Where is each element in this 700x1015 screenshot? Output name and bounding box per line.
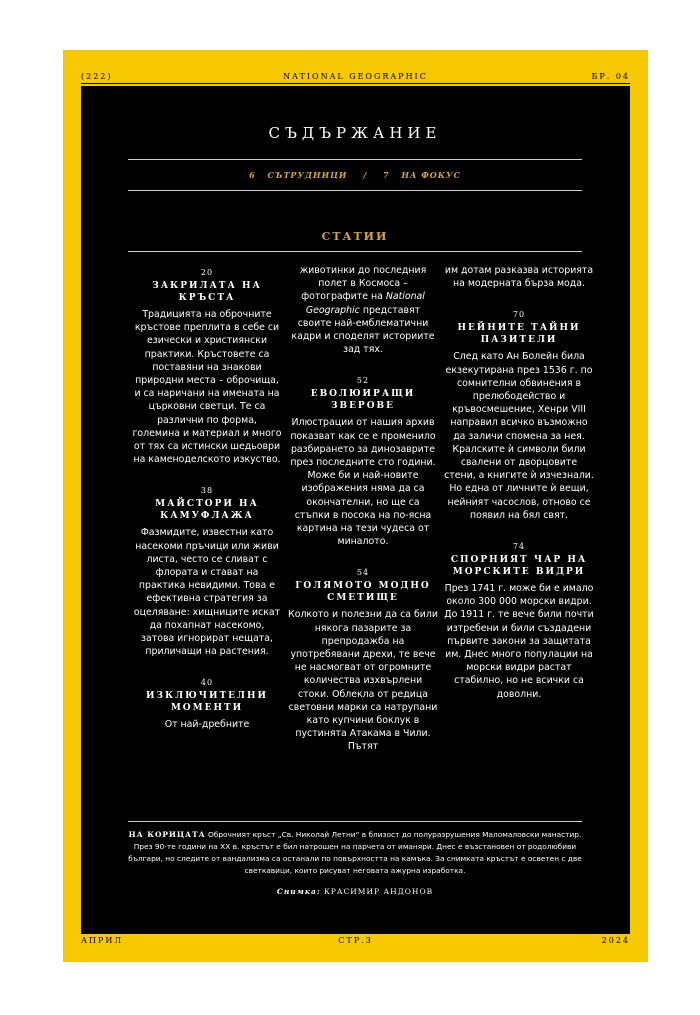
article-entry[interactable]	[444, 542, 594, 701]
article-title: ИЗКЛЮЧИТЕЛНИ МОМЕНТИ	[146, 691, 268, 714]
cover-caption	[128, 829, 582, 877]
footer-year: 2024	[601, 935, 630, 945]
credit-name: КРАСИМИР АНДОНОВ	[323, 887, 434, 896]
issue-number: (222)	[81, 71, 113, 81]
article-page: 38	[200, 486, 214, 496]
header-rule	[81, 83, 630, 84]
footer-page: СТР.3	[338, 935, 373, 945]
title-rule-bottom	[128, 159, 582, 160]
article-summary: През 1741 г. може би е имало около 300 000 морски видри. До 1911 г. те вече били почти изтребени и били създадени първите закони за защитата им. Днес много популации на морски видри растат стабилно, но не всички са доволни.	[444, 583, 594, 700]
article-summary: От най-дребните	[164, 719, 250, 731]
article-title: ГОЛЯМОТО МОДНО СМЕТИЩЕ	[295, 581, 431, 604]
page-title: СЪДЪРЖАНИЕ	[268, 124, 442, 142]
magazine-name: NATIONAL GEOGRAPHIC	[283, 71, 428, 81]
article-title: ЗАКРИЛАТА НА КРЪСТА	[152, 281, 262, 303]
cover-text: Оброчният кръст „Св. Николай Летни“ в близост до полуразрушения Маломаловски манастир. През 90-те години на XX в. кръстът е бил натрошен на парчета от иманяри. Днес е възстановен от родолюбиви българи, но следите от вандализма са останали по повърхността на камъка. За снимката кръстът е осветен с две светкавици, които рисуват неговата ажурна изработка.	[128, 830, 582, 875]
article-summary: След като Ан Болейн била екзекутирана през 1536 г. по сомнителни обвинения в прелюбодейство и кръвосмешение, Хенри VIII направил всичко възможно да заличи спомена за нея. Кралските ѝ символи били свалени от дворцовите стени, а книгите ѝ изчезнали. Но една от личните ѝ вещи, нейният часослов, отново се появил на бял свят.	[444, 351, 594, 521]
footer-bar	[81, 934, 630, 946]
article-entry[interactable]	[288, 376, 438, 548]
article-entry[interactable]	[132, 268, 282, 466]
article-entry[interactable]	[288, 568, 438, 753]
section-heading: СТАТИИ	[321, 230, 389, 243]
article-page: 74	[512, 542, 526, 552]
credit-label: Снимка:	[276, 887, 321, 896]
link-in-focus[interactable]: 7 НА ФОКУС	[382, 170, 461, 180]
article-title: МАЙСТОРИ НА КАМУФЛАЖА	[155, 499, 259, 522]
separator: /	[363, 170, 368, 180]
header-bar	[81, 70, 630, 82]
link-contributors[interactable]: 6 СЪТРУДНИЦИ	[249, 170, 348, 180]
column-1	[132, 264, 282, 732]
article-title: СПОРНИЯТ ЧАР НА МОРСКИТЕ ВИДРИ	[450, 555, 588, 578]
article-summary: Колкото и полезни да са били някога пазарите за препродажба на употребявани дрехи, те вече не насмогват от огромните количества изхвърлени стоки. Облекла от редица световни марки са натрупани като купчини боклук в пустинята Атакама в Чили. Пътят	[288, 609, 438, 753]
article-entry[interactable]	[132, 486, 282, 658]
article-summary-continued: животинки до последния полет в Космоса – фотографите на National Geographic представят своите най-емблематични кадри и споделят историите зад тях.	[291, 265, 435, 356]
article-page: 20	[200, 268, 214, 277]
article-summary: Традицията на оброчните кръстове преплита в себе си езически и християнски практики. Кръстовете са поставяни на знакови природни места – оброчища, и са наричани на имената на църковни светци. Те са различни по форма, големина и материал и много от тях са истински шедьоври на каменоделското изкуство.	[132, 309, 282, 466]
article-title: НЕЙНИТЕ ТАЙНИ ПАЗИТЕЛИ	[457, 323, 581, 346]
article-page: 40	[200, 678, 214, 688]
edition-number: БР. 04	[591, 71, 630, 81]
article-summary-continued: им дотам разказва историята на модерната бърза мода.	[444, 265, 594, 290]
photo-credit	[128, 887, 582, 896]
article-page: 54	[356, 568, 370, 578]
cover-rule	[128, 821, 582, 822]
links-rule	[128, 190, 582, 191]
footer-month: АПРИЛ	[81, 935, 124, 945]
cover-label: НА КОРИЦАТА	[128, 830, 206, 839]
article-entry[interactable]	[132, 678, 282, 731]
article-page: 70	[512, 310, 526, 320]
article-summary: Илюстрации от нашия архив показват как се е променило разбирането за динозаврите през последните сто години. Може би и най-новите изображения няма да са окончателни, но ще са стъпки в посока на по-ясна картина на тези чудеса от миналото.	[290, 417, 436, 548]
quick-links	[128, 170, 582, 180]
footer-rule	[81, 931, 630, 932]
section-rule	[128, 251, 582, 252]
article-entry[interactable]	[444, 310, 594, 522]
article-summary: Фазмидите, известни като насекоми пръчици или живи листа, често се сливат с флората и стават на практика невидими. Това е ефективна стратегия за оцеляване: хищниците искат да похапнат насекомо, затова игнорират нещата, приличащи на растения.	[133, 527, 281, 658]
column-2	[288, 264, 438, 754]
column-3	[444, 264, 594, 701]
article-page: 52	[356, 376, 370, 386]
article-title: ЕВОЛЮИРАЩИ ЗВЕРОВЕ	[310, 389, 416, 412]
